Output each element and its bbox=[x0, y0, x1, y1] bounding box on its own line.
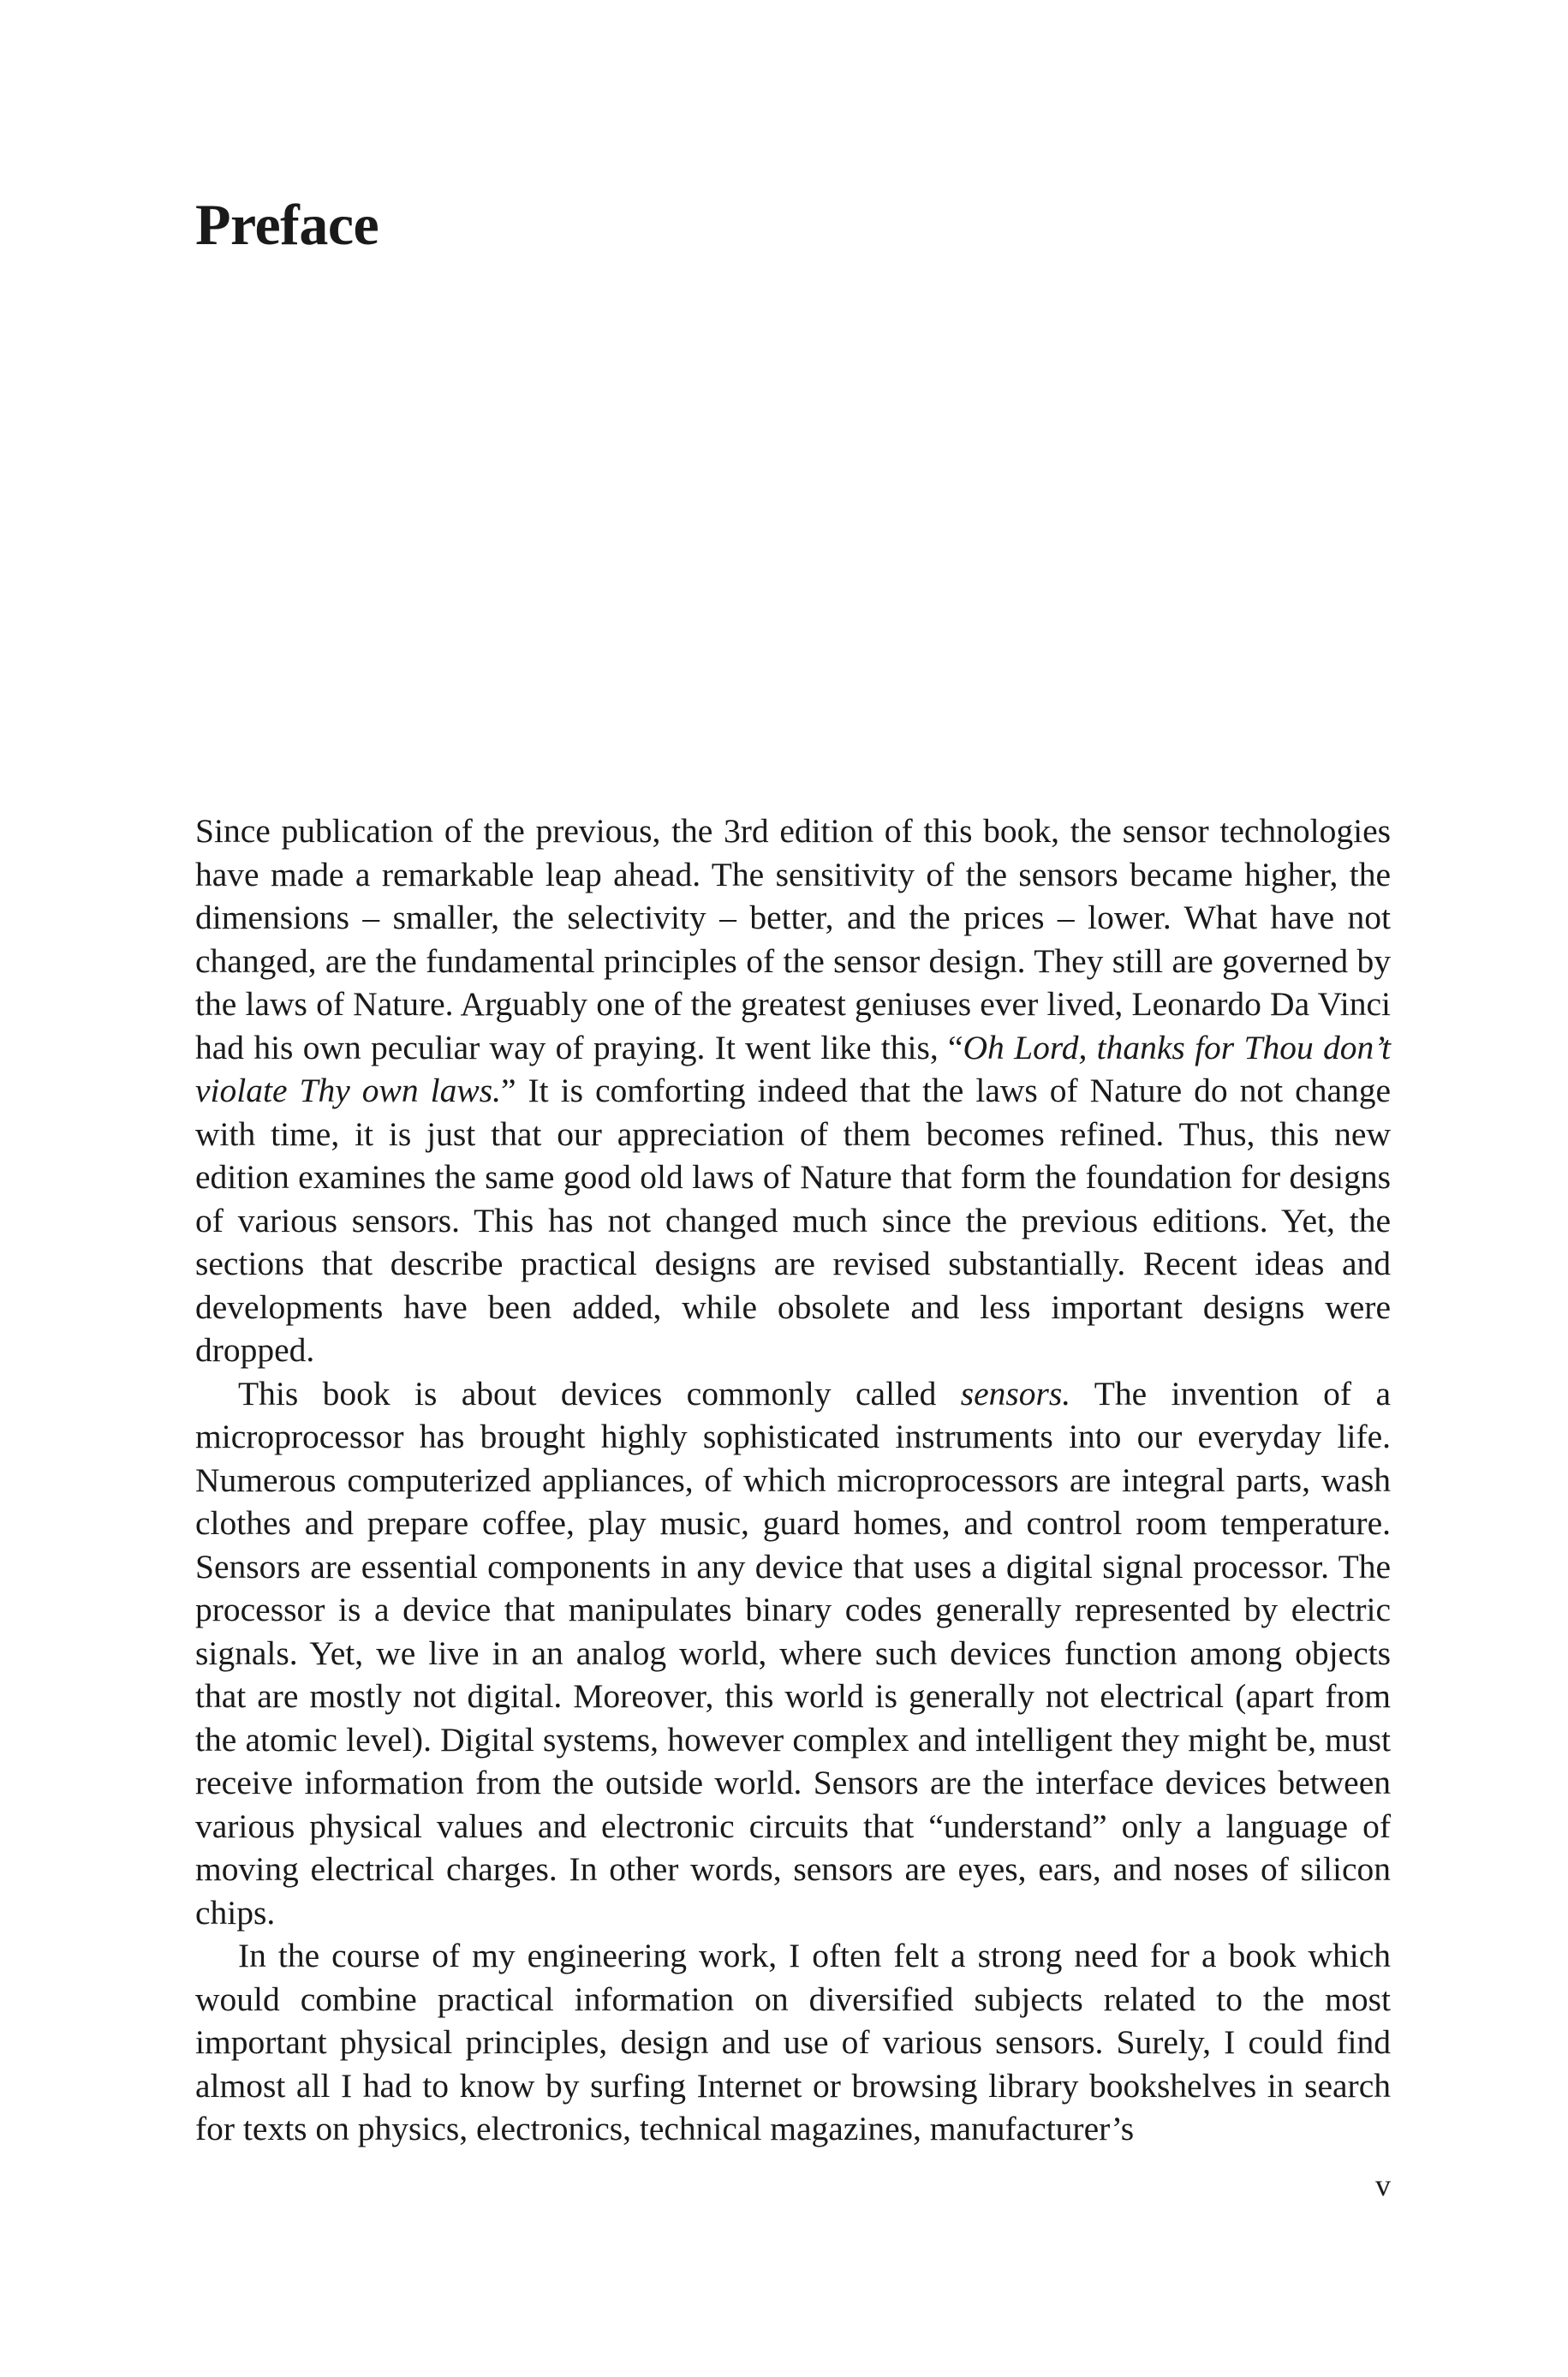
sensors-term: sensors. bbox=[960, 1374, 1071, 1412]
preface-body bbox=[195, 809, 1391, 2151]
page-number: v bbox=[1375, 2168, 1391, 2202]
paragraph-1 bbox=[195, 809, 1391, 1372]
da-vinci-quote: Oh Lord, thanks for Thou don’t violate Thy own laws. bbox=[195, 1028, 1392, 1109]
paragraph-1-text-b: ” It is comforting indeed that the laws of Nature do not change with time, it is just that our appreciation of them becomes refined. Thus, this new edition examines the same good old laws of Nature that form the foundation for designs of various sensors. This has not changed much since the previous editions. Yet, the sections that describe practical designs are revised substantially. Recent ideas and developments have been added, while obsolete and less important designs were dropped. bbox=[195, 1072, 1392, 1369]
paragraph-2-text-b: The invention of a microprocessor has brought highly sophisticated instruments into our everyday life. Numerous computerized appliances, of which microprocessors are integral parts, wash clothes and prepare coffee, play music, guard homes, and control room temperature. Sensors are essential components in any device that uses a digital signal processor. The processor is a device that manipulates binary codes generally represented by electric signals. Yet, we live in an analog world, where such devices function among objects that are mostly not digital. Moreover, this world is generally not electrical (apart from the atomic level). Digital systems, however complex and intelligent they might be, must receive information from the outside world. Sensors are the interface devices between various physical values and electronic circuits that “understand” only a language of moving electrical charges. In other words, sensors are eyes, ears, and noses of silicon chips. bbox=[195, 1374, 1391, 1932]
paragraph-2-text-a: This book is about devices commonly called bbox=[238, 1374, 961, 1412]
paragraph-1-text-a: Since publication of the previous, the 3rd edition of this book, the sensor technologies have made a remarkable leap ahead. The sensitivity of the sensors became higher, the dimensions – smaller, the selectivity – better, and the prices – lower. What have not changed, are the fundamental principles of the sensor design. They still are governed by the laws of Nature. Arguably one of the greatest geniuses ever lived, Leonardo Da Vinci had his own peculiar way of praying. It went like this, “ bbox=[195, 812, 1391, 1066]
paragraph-3: In the course of my engineering work, I often felt a strong need for a book which would combine practical information on diversified subjects related to the most important physical principles, design and use of various sensors. Surely, I could find almost all I had to know by surfing Internet or browsing library bookshelves in search for texts on physics, electronics, technical magazines, manufacturer’s bbox=[195, 1937, 1391, 2147]
paragraph-2 bbox=[195, 1372, 1391, 1935]
page-title: Preface bbox=[195, 192, 379, 257]
